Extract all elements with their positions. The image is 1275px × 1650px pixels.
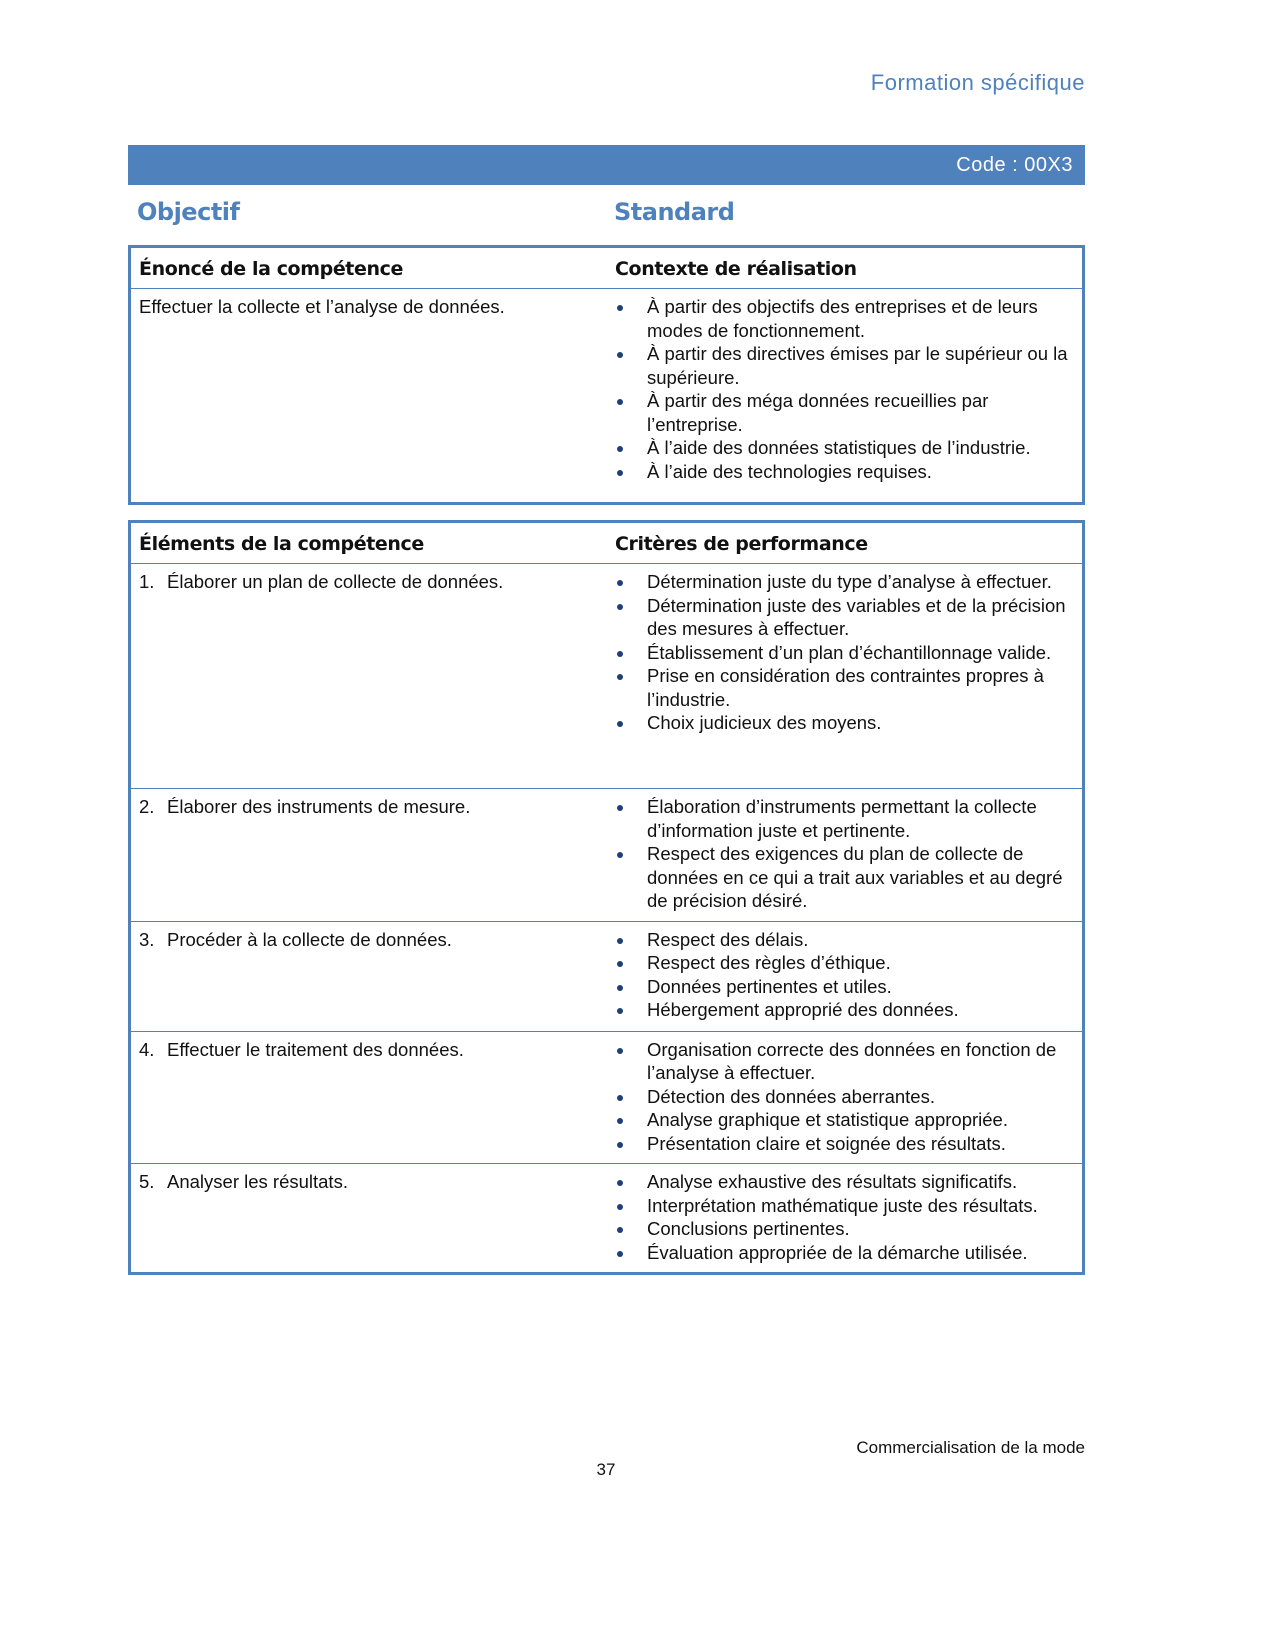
criteria-item: Prise en considération des contraintes propres à l’industrie. — [615, 664, 1074, 711]
criteria-item: Analyse graphique et statistique appropriée. — [615, 1108, 1074, 1132]
criteria-item: Détermination juste du type d’analyse à effectuer. — [615, 570, 1074, 594]
competence-statement: Effectuer la collecte et l’analyse de données. — [130, 289, 608, 504]
table-row — [130, 789, 1084, 922]
col-header-criteres: Critères de performance — [615, 533, 868, 555]
criteria-cell — [607, 1031, 1084, 1164]
criteria-list — [615, 795, 1074, 913]
criteria-list — [615, 1038, 1074, 1156]
element-number: 3. — [139, 928, 155, 950]
criteria-item: Interprétation mathématique juste des résultats. — [615, 1194, 1074, 1218]
table-row — [130, 564, 1084, 789]
element-cell — [130, 789, 608, 922]
criteria-cell — [607, 921, 1084, 1031]
criteria-item: Élaboration d’instruments permettant la collecte d’information juste et pertinente. — [615, 795, 1074, 842]
section-standard: Standard — [614, 198, 735, 226]
criteria-item: Données pertinentes et utiles. — [615, 975, 1074, 999]
context-item: À l’aide des données statistiques de l’industrie. — [615, 436, 1074, 460]
criteria-item: Détermination juste des variables et de la précision des mesures à effectuer. — [615, 594, 1074, 641]
table-row — [130, 921, 1084, 1031]
criteria-cell — [607, 789, 1084, 922]
element-text: Procéder à la collecte de données. — [167, 928, 452, 950]
code-bar — [128, 145, 1085, 185]
context-item: À partir des méga données recueillies par l’entreprise. — [615, 389, 1074, 436]
criteria-list — [615, 1170, 1074, 1264]
element-number: 4. — [139, 1038, 155, 1060]
course-code: Code : 00X3 — [956, 154, 1073, 176]
criteria-item: Respect des délais. — [615, 928, 1074, 952]
criteria-item: Établissement d’un plan d’échantillonnage valide. — [615, 641, 1074, 665]
element-text: Analyser les résultats. — [167, 1171, 348, 1192]
element-text: Élaborer un plan de collecte de données. — [167, 571, 504, 592]
element-text: Élaborer des instruments de mesure. — [167, 796, 471, 817]
criteria-list — [615, 570, 1074, 735]
criteria-item: Évaluation appropriée de la démarche utilisée. — [615, 1241, 1074, 1265]
table-row — [130, 1031, 1084, 1164]
context-list — [615, 295, 1074, 483]
element-text: Effectuer le traitement des données. — [167, 1038, 464, 1060]
elements-table — [128, 520, 1085, 1275]
criteria-cell — [607, 1164, 1084, 1274]
criteria-item: Respect des exigences du plan de collecte de données en ce qui a trait aux variables et au degré de précision désiré. — [615, 842, 1074, 913]
section-objectif: Objectif — [137, 198, 240, 226]
element-cell — [130, 921, 608, 1031]
criteria-item: Analyse exhaustive des résultats significatifs. — [615, 1170, 1074, 1194]
table-row — [130, 1164, 1084, 1274]
col-header-contexte: Contexte de réalisation — [615, 258, 857, 280]
criteria-item: Choix judicieux des moyens. — [615, 711, 1074, 735]
col-header-elements: Éléments de la compétence — [139, 533, 424, 555]
criteria-item: Respect des règles d’éthique. — [615, 951, 1074, 975]
criteria-item: Détection des données aberrantes. — [615, 1085, 1074, 1109]
running-header: Formation spécifique — [870, 70, 1085, 95]
competence-table — [128, 245, 1085, 505]
criteria-cell — [607, 564, 1084, 789]
col-header-enonce: Énoncé de la compétence — [139, 258, 403, 280]
context-item: À partir des objectifs des entreprises et de leurs modes de fonctionnement. — [615, 295, 1074, 342]
context-item: À partir des directives émises par le supérieur ou la supérieure. — [615, 342, 1074, 389]
criteria-item: Organisation correcte des données en fonction de l’analyse à effectuer. — [615, 1038, 1074, 1085]
element-number: 5. — [139, 1171, 155, 1192]
element-number: 2. — [139, 796, 155, 817]
element-cell — [130, 1164, 608, 1274]
page-number: 37 — [596, 1460, 616, 1479]
context-item: À l’aide des technologies requises. — [615, 460, 1074, 484]
criteria-item: Présentation claire et soignée des résultats. — [615, 1132, 1074, 1156]
criteria-item: Conclusions pertinentes. — [615, 1217, 1074, 1241]
element-number: 1. — [139, 571, 155, 592]
footer-program: Commercialisation de la mode — [856, 1438, 1085, 1457]
element-cell — [130, 564, 608, 789]
criteria-item: Hébergement approprié des données. — [615, 998, 1074, 1022]
criteria-list — [615, 928, 1074, 1022]
element-cell — [130, 1031, 608, 1164]
